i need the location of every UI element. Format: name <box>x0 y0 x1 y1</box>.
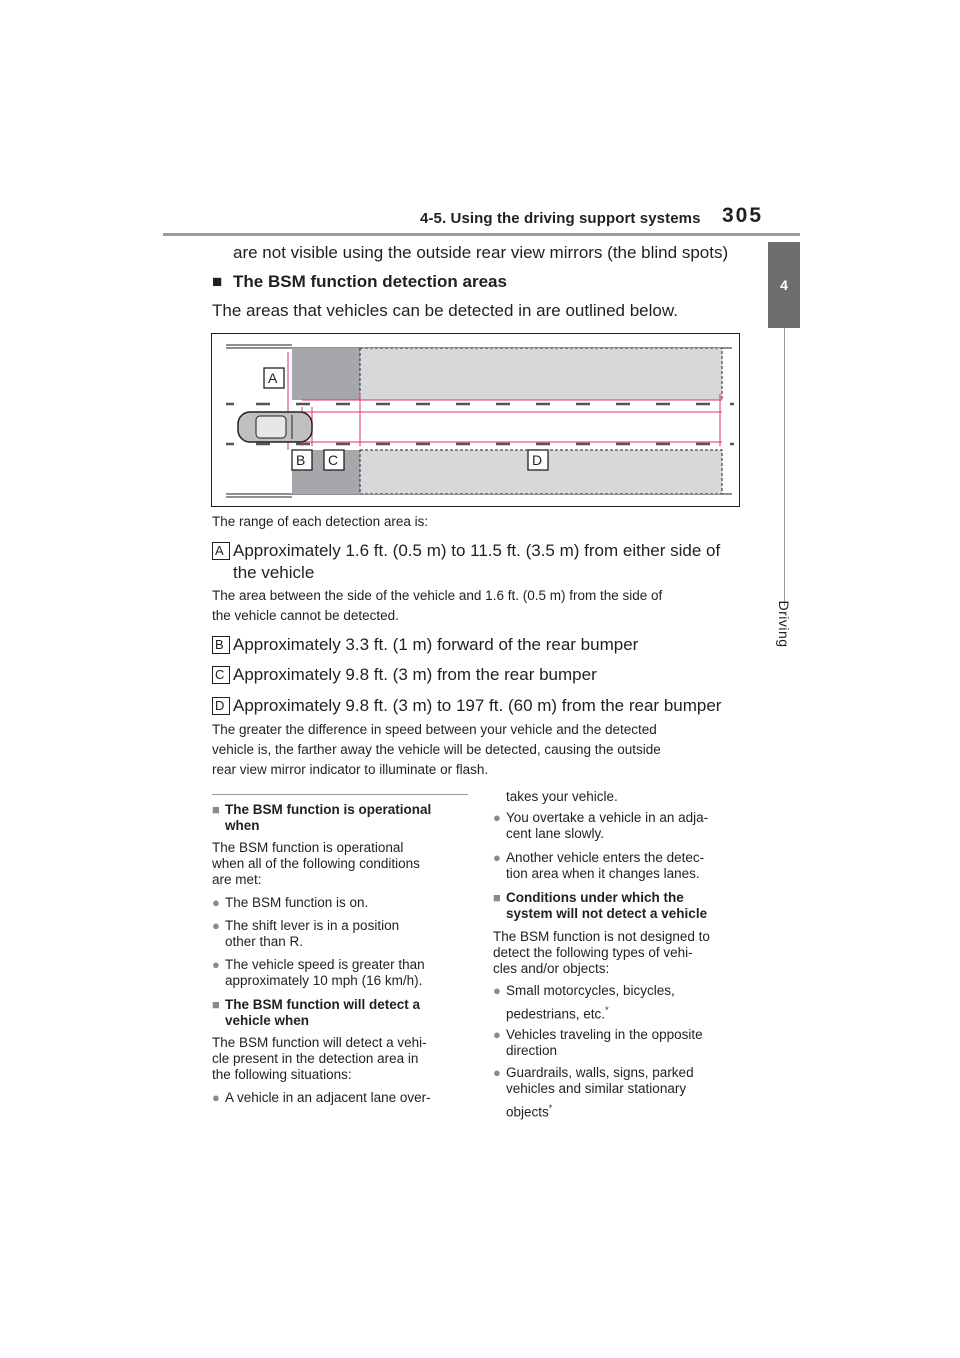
letter-box-b: B <box>212 636 230 654</box>
item-a-line1: Approximately 1.6 ft. (0.5 m) to 11.5 ft. (3.5 m) from either side of <box>233 541 721 560</box>
own-vehicle <box>238 412 312 442</box>
left-b2-bullet: ● <box>212 918 220 933</box>
heading-marker: ■ <box>212 272 223 291</box>
right-b5: Guardrails, walls, signs, parked vehicles and similar stationary objects* <box>506 1065 694 1120</box>
item-d-text: Approximately 9.8 ft. (3 m) to 197 ft. (60 m) from the rear bumper <box>233 696 722 715</box>
note-d-line2: vehicle is, the farther away the vehicle will be detected, causing the outside <box>212 742 661 757</box>
asterisk-1: * <box>605 1005 609 1015</box>
right-b3: Small motorcycles, bicycles, pedestrians, etc.* <box>506 983 675 1022</box>
right-b3-bullet: ● <box>493 983 501 998</box>
right-b4: Vehicles traveling in the opposite direction <box>506 1027 703 1058</box>
chapter-label: Driving <box>776 600 792 648</box>
chapter-tab: 4 <box>768 242 800 328</box>
note-a-line2: the vehicle cannot be detected. <box>212 608 399 623</box>
left-b2: The shift lever is in a position other than R. <box>225 918 400 949</box>
left-h1-marker: ■ <box>212 802 220 817</box>
right-b2: Another vehicle enters the detec- tion area when it changes lanes. <box>506 850 705 881</box>
left-h2-marker: ■ <box>212 997 220 1012</box>
asterisk-2: * <box>548 1103 553 1113</box>
note-d-line3: rear view mirror indicator to illuminate or flash. <box>212 762 489 777</box>
left-b3: The vehicle speed is greater than approximately 10 mph (16 km/h). <box>225 957 425 988</box>
detection-area-diagram <box>211 333 740 507</box>
zone-side-dark-top <box>292 348 360 400</box>
left-b4-bullet: ● <box>212 1090 220 1105</box>
letter-box-c: C <box>212 666 230 684</box>
figure-label-d: D <box>532 452 543 468</box>
item-c-text: Approximately 9.8 ft. (3 m) from the rear bumper <box>233 665 597 684</box>
right-cont: takes your vehicle. <box>506 789 618 804</box>
range-intro: The range of each detection area is: <box>212 514 429 529</box>
figure-label-b: B <box>296 452 306 468</box>
figure-label-a: A <box>268 370 278 386</box>
left-b4: A vehicle in an adjacent lane over- <box>225 1090 431 1105</box>
left-b1: The BSM function is on. <box>225 895 369 910</box>
section-heading <box>212 272 507 292</box>
chapter-tab-line <box>784 328 785 606</box>
right-b4-bullet: ● <box>493 1027 501 1042</box>
right-b5-bullet: ● <box>493 1065 501 1080</box>
zone-rear-light-top <box>360 348 722 400</box>
right-p1: The BSM function is not designed to detect the following types of vehi- cles and/or objects: <box>493 929 710 976</box>
item-a-line2: the vehicle <box>233 563 315 582</box>
diagram-svg <box>212 334 741 508</box>
page-number: 305 <box>722 204 764 227</box>
letter-box-a: A <box>212 542 230 560</box>
page-header <box>420 202 800 236</box>
left-p2: The BSM function will detect a vehi- cle present in the detection area in the following situations: <box>212 1035 427 1082</box>
right-h1: Conditions under which the system will not detect a vehicle <box>506 890 708 921</box>
right-b1: You overtake a vehicle in an adja- cent lane slowly. <box>506 810 709 841</box>
right-b2-bullet: ● <box>493 850 501 865</box>
detection-lead: The areas that vehicles can be detected in are outlined below. <box>212 301 678 320</box>
header-rule <box>163 233 800 236</box>
note-d-line1: The greater the difference in speed between your vehicle and the detected <box>212 722 657 737</box>
note-a <box>212 586 752 626</box>
left-p1: The BSM function is operational when all of the following conditions are met: <box>212 840 420 887</box>
column-rule <box>212 794 468 795</box>
note-a-line1: The area between the side of the vehicle and 1.6 ft. (0.5 m) from the side of <box>212 588 663 603</box>
heading-text: The BSM function detection areas <box>233 272 507 291</box>
left-h2: The BSM function will detect a vehicle when <box>225 997 421 1028</box>
right-b1-bullet: ● <box>493 810 501 825</box>
section-title: 4-5. Using the driving support systems <box>420 210 701 227</box>
continued-text: are not visible using the outside rear view mirrors (the blind spots) <box>233 243 729 262</box>
right-h1-marker: ■ <box>493 890 501 905</box>
letter-box-d: D <box>212 697 230 715</box>
left-b1-bullet: ● <box>212 895 220 910</box>
left-h1: The BSM function is operational when <box>225 802 432 833</box>
figure-label-c: C <box>328 452 339 468</box>
item-b-text: Approximately 3.3 ft. (1 m) forward of the rear bumper <box>233 635 639 654</box>
left-b3-bullet: ● <box>212 957 220 972</box>
note-d <box>212 720 752 780</box>
